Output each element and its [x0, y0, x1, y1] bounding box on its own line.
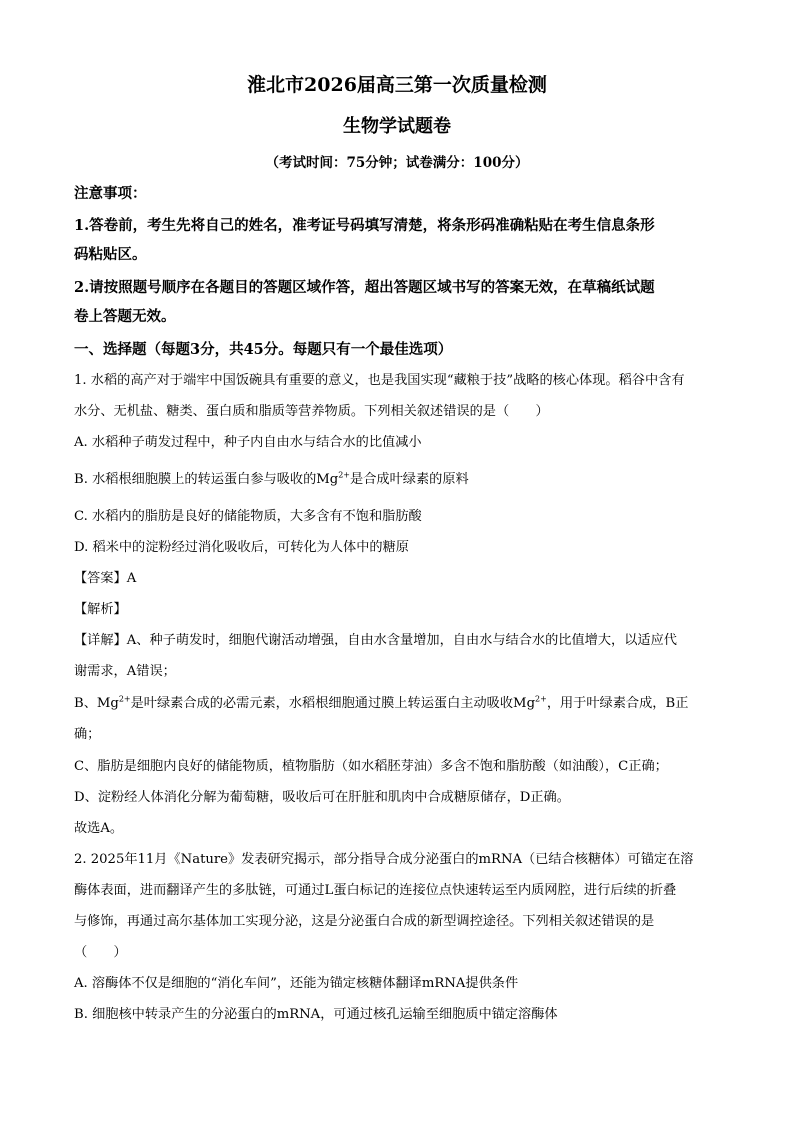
q2-option-b: B. 细胞核中转录产生的分泌蛋白的mRNA，可通过核孔运输至细胞质中锚定溶酶体	[74, 1007, 558, 1022]
paper-subject: 生物学试题卷	[343, 116, 451, 137]
q1-detail-c: C、脂肪是细胞内良好的储能物质，植物脂肪（如水稻胚芽油）多含不饱和脂肪酸（如油酸），C正确；	[74, 759, 668, 774]
section-heading: 一、选择题（每题3分，共45分。每题只有一个最佳选项）	[74, 341, 453, 358]
q2-stem-cont-1: 酶体表面，进而翻译产生的多肽链，可通过L蛋白标记的连接位点快速转运至内质网腔，进行后续的折叠	[74, 883, 677, 898]
notes-heading: 注意事项：	[74, 185, 147, 202]
q1-option-d: D. 稻米中的淀粉经过消化吸收后，可转化为人体中的糖原	[74, 540, 409, 555]
q1-stem-cont: 水分、无机盐、糖类、蛋白质和脂质等营养物质。下列相关叙述错误的是（ ）	[74, 404, 549, 419]
q1-detail-b-cont: 确；	[74, 727, 101, 742]
q1-answer	[74, 567, 136, 586]
q1-detail-a-cont: 谢需求，A错误；	[74, 664, 176, 679]
q1-option-a: A. 水稻种子萌发过程中，种子内自由水与结合水的比值减小	[74, 435, 422, 450]
q2-option-a: A. 溶酶体不仅是细胞的“消化车间”，还能为锚定核糖体翻译mRNA提供条件	[74, 976, 519, 991]
q1-conclusion: 故选A。	[74, 821, 124, 836]
q1-option-b: B. 水稻根细胞膜上的转运蛋白参与吸收的$Mg^{2+}$是合成叶绿素的原料	[74, 470, 469, 487]
note-item-2-cont: 卷上答题无效。	[74, 308, 176, 325]
exam-info: （考试时间：75分钟；试卷满分：100分）	[265, 155, 529, 171]
answer-value: A	[126, 571, 137, 586]
q1-analysis-tag: 【解析】	[74, 602, 127, 617]
q1-detail-b: B、$Mg^{2+}$是叶绿素合成的必需元素，水稻根细胞通过膜上转运蛋白主动吸收$Mg^{2+}$，用于叶绿素合成，B正	[74, 694, 689, 711]
answer-tag: 【答案】	[74, 571, 127, 586]
q1-stem: 1. 水稻的高产对于端牢中国饭碗具有重要的意义，也是我国实现“藏粮于技”战略的核心体现。稻谷中含有	[74, 373, 685, 388]
q2-stem: 2. 2025年11月《Nature》发表研究揭示，部分指导合成分泌蛋白的mRNA（已结合核糖体）可锚定在溶	[74, 852, 694, 867]
q1-option-c: C. 水稻内的脂肪是良好的储能物质，大多含有不饱和脂肪酸	[74, 509, 422, 524]
q2-stem-cont-3: （ ）	[74, 945, 127, 960]
q1-detail-a: 【详解】A、种子萌发时，细胞代谢活动增强，自由水含量增加，自由水与结合水的比值增大，以适应代	[74, 633, 677, 648]
note-item-1-cont: 码粘贴区。	[74, 246, 147, 263]
exam-title: 淮北市2026届高三第一次质量检测	[247, 74, 547, 96]
q1-detail-d: D、淀粉经人体消化分解为葡萄糖，吸收后可在肝脏和肌肉中合成糖原储存，D正确。	[74, 790, 570, 805]
note-item-2: 2.请按照题号顺序在各题目的答题区域作答，超出答题区域书写的答案无效，在草稿纸试题	[74, 279, 655, 296]
note-item-1: 1.答卷前，考生先将自己的姓名，准考证号码填写清楚，将条形码准确粘贴在考生信息条形	[74, 217, 655, 234]
q2-stem-cont-2: 与修饰，再通过高尔基体加工实现分泌，这是分泌蛋白合成的新型调控途径。下列相关叙述错误的是	[74, 914, 655, 929]
detail-tag: 【详解】	[74, 633, 127, 648]
